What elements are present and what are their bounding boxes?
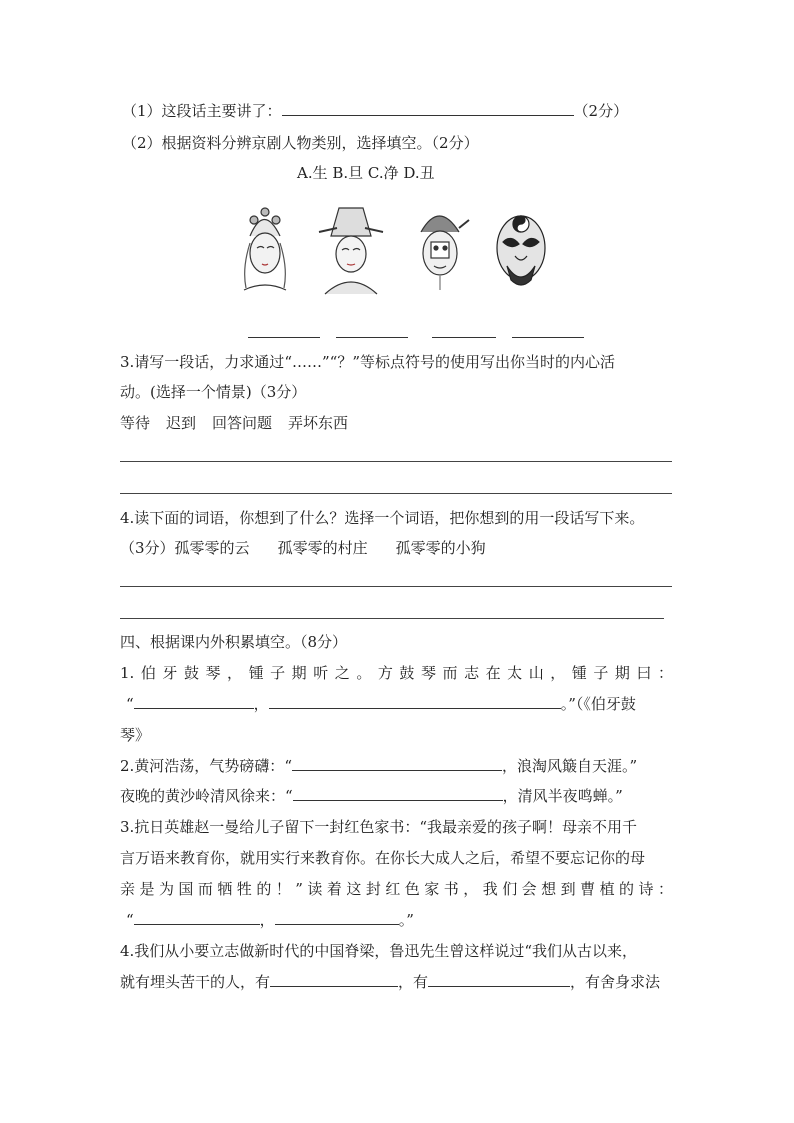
s4-item3-line2: 言万语来教育你，就用实行来教育你。在你长大成人之后，希望不要忘记你的母 — [120, 849, 646, 867]
answer-blank[interactable] — [292, 756, 502, 771]
answer-blank-3[interactable] — [432, 337, 496, 338]
writing-line[interactable] — [120, 586, 672, 587]
opera-faces-image — [232, 198, 562, 298]
answer-blank[interactable] — [293, 786, 503, 801]
writing-line[interactable] — [120, 618, 664, 619]
s4-item2-line1: 2.黄河浩荡，气势磅礴：“ ，浪淘风簸自天涯。” — [120, 757, 638, 775]
score: （2分） — [573, 102, 629, 120]
answer-blank[interactable] — [270, 972, 398, 987]
answer-blank[interactable] — [275, 910, 399, 925]
s4-item1-line3: 琴》 — [120, 726, 151, 744]
scenario: 等待 — [120, 414, 151, 432]
writing-line[interactable] — [120, 461, 672, 462]
s4-item3-line3: 亲是为国而牺牲的！”读着这封红色家书，我们会想到曹植的诗： — [120, 880, 673, 898]
scenario: 回答问题 — [212, 414, 273, 432]
section-heading: 四、根据课内外积累填空。（8分） — [120, 633, 348, 651]
answer-blank-4[interactable] — [512, 337, 584, 338]
answer-options: A.生 B.旦 C.净 D.丑 — [297, 164, 435, 182]
s4-item4-line1: 4.我们从小要立志做新时代的中国脊梁，鲁迅先生曾这样说过“我们从古以来， — [120, 942, 637, 960]
answer-blank[interactable] — [134, 910, 260, 925]
answer-blank[interactable] — [282, 101, 574, 116]
s4-item1-line1: 1.伯牙鼓琴，锺子期听之。方鼓琴而志在太山，锺子期曰： — [120, 664, 673, 682]
q4-line-1: 4.读下面的词语，你想到了什么？选择一个词语，把你想到的用一段话写下来。 — [120, 509, 645, 527]
answer-blank[interactable] — [428, 972, 570, 987]
score: （3分） — [120, 539, 175, 557]
answer-blank[interactable] — [269, 694, 561, 709]
q3-line-1: 3.请写一段话，力求通过“……”“？”等标点符号的使用写出你当时的内心活 — [120, 353, 615, 371]
s4-item3-line4: “ ， 。” — [126, 911, 414, 929]
answer-blank-1[interactable] — [248, 337, 320, 338]
question-1-label: （1）这段话主要讲了： — [122, 102, 282, 120]
q3-scenarios — [120, 413, 348, 433]
s4-item3-line1: 3.抗日英雄赵一曼给儿子留下一封红色家书：“我最亲爱的孩子啊！母亲不用千 — [120, 818, 637, 836]
s4-item2-line2: 夜晚的黄沙岭清风徐来：“ ，清风半夜鸣蝉。” — [120, 787, 623, 805]
chou-face — [421, 216, 469, 290]
jing-face — [497, 216, 545, 285]
word: 孤零零的云 — [174, 539, 250, 557]
answer-blank-2[interactable] — [336, 337, 408, 338]
scenario: 迟到 — [166, 414, 197, 432]
q3-line-2: 动。(选择一个情景)（3分） — [120, 383, 307, 401]
word: 孤零零的村庄 — [277, 539, 368, 557]
q4-words — [120, 538, 486, 558]
question-1 — [122, 101, 628, 121]
dan-face — [244, 208, 286, 290]
answer-blank[interactable] — [134, 694, 254, 709]
s4-item4-line2: 就有埋头苦干的人，有 ，有 ，有舍身求法 — [120, 973, 661, 991]
question-2: （2）根据资料分辨京剧人物类别，选择填空。（2分） — [122, 134, 479, 152]
writing-line[interactable] — [120, 493, 672, 494]
sheng-face — [319, 208, 383, 294]
word: 孤零零的小狗 — [395, 539, 486, 557]
scenario: 弄坏东西 — [288, 414, 349, 432]
s4-item1-line2: “ ， 。”（《伯牙鼓 — [126, 695, 636, 713]
